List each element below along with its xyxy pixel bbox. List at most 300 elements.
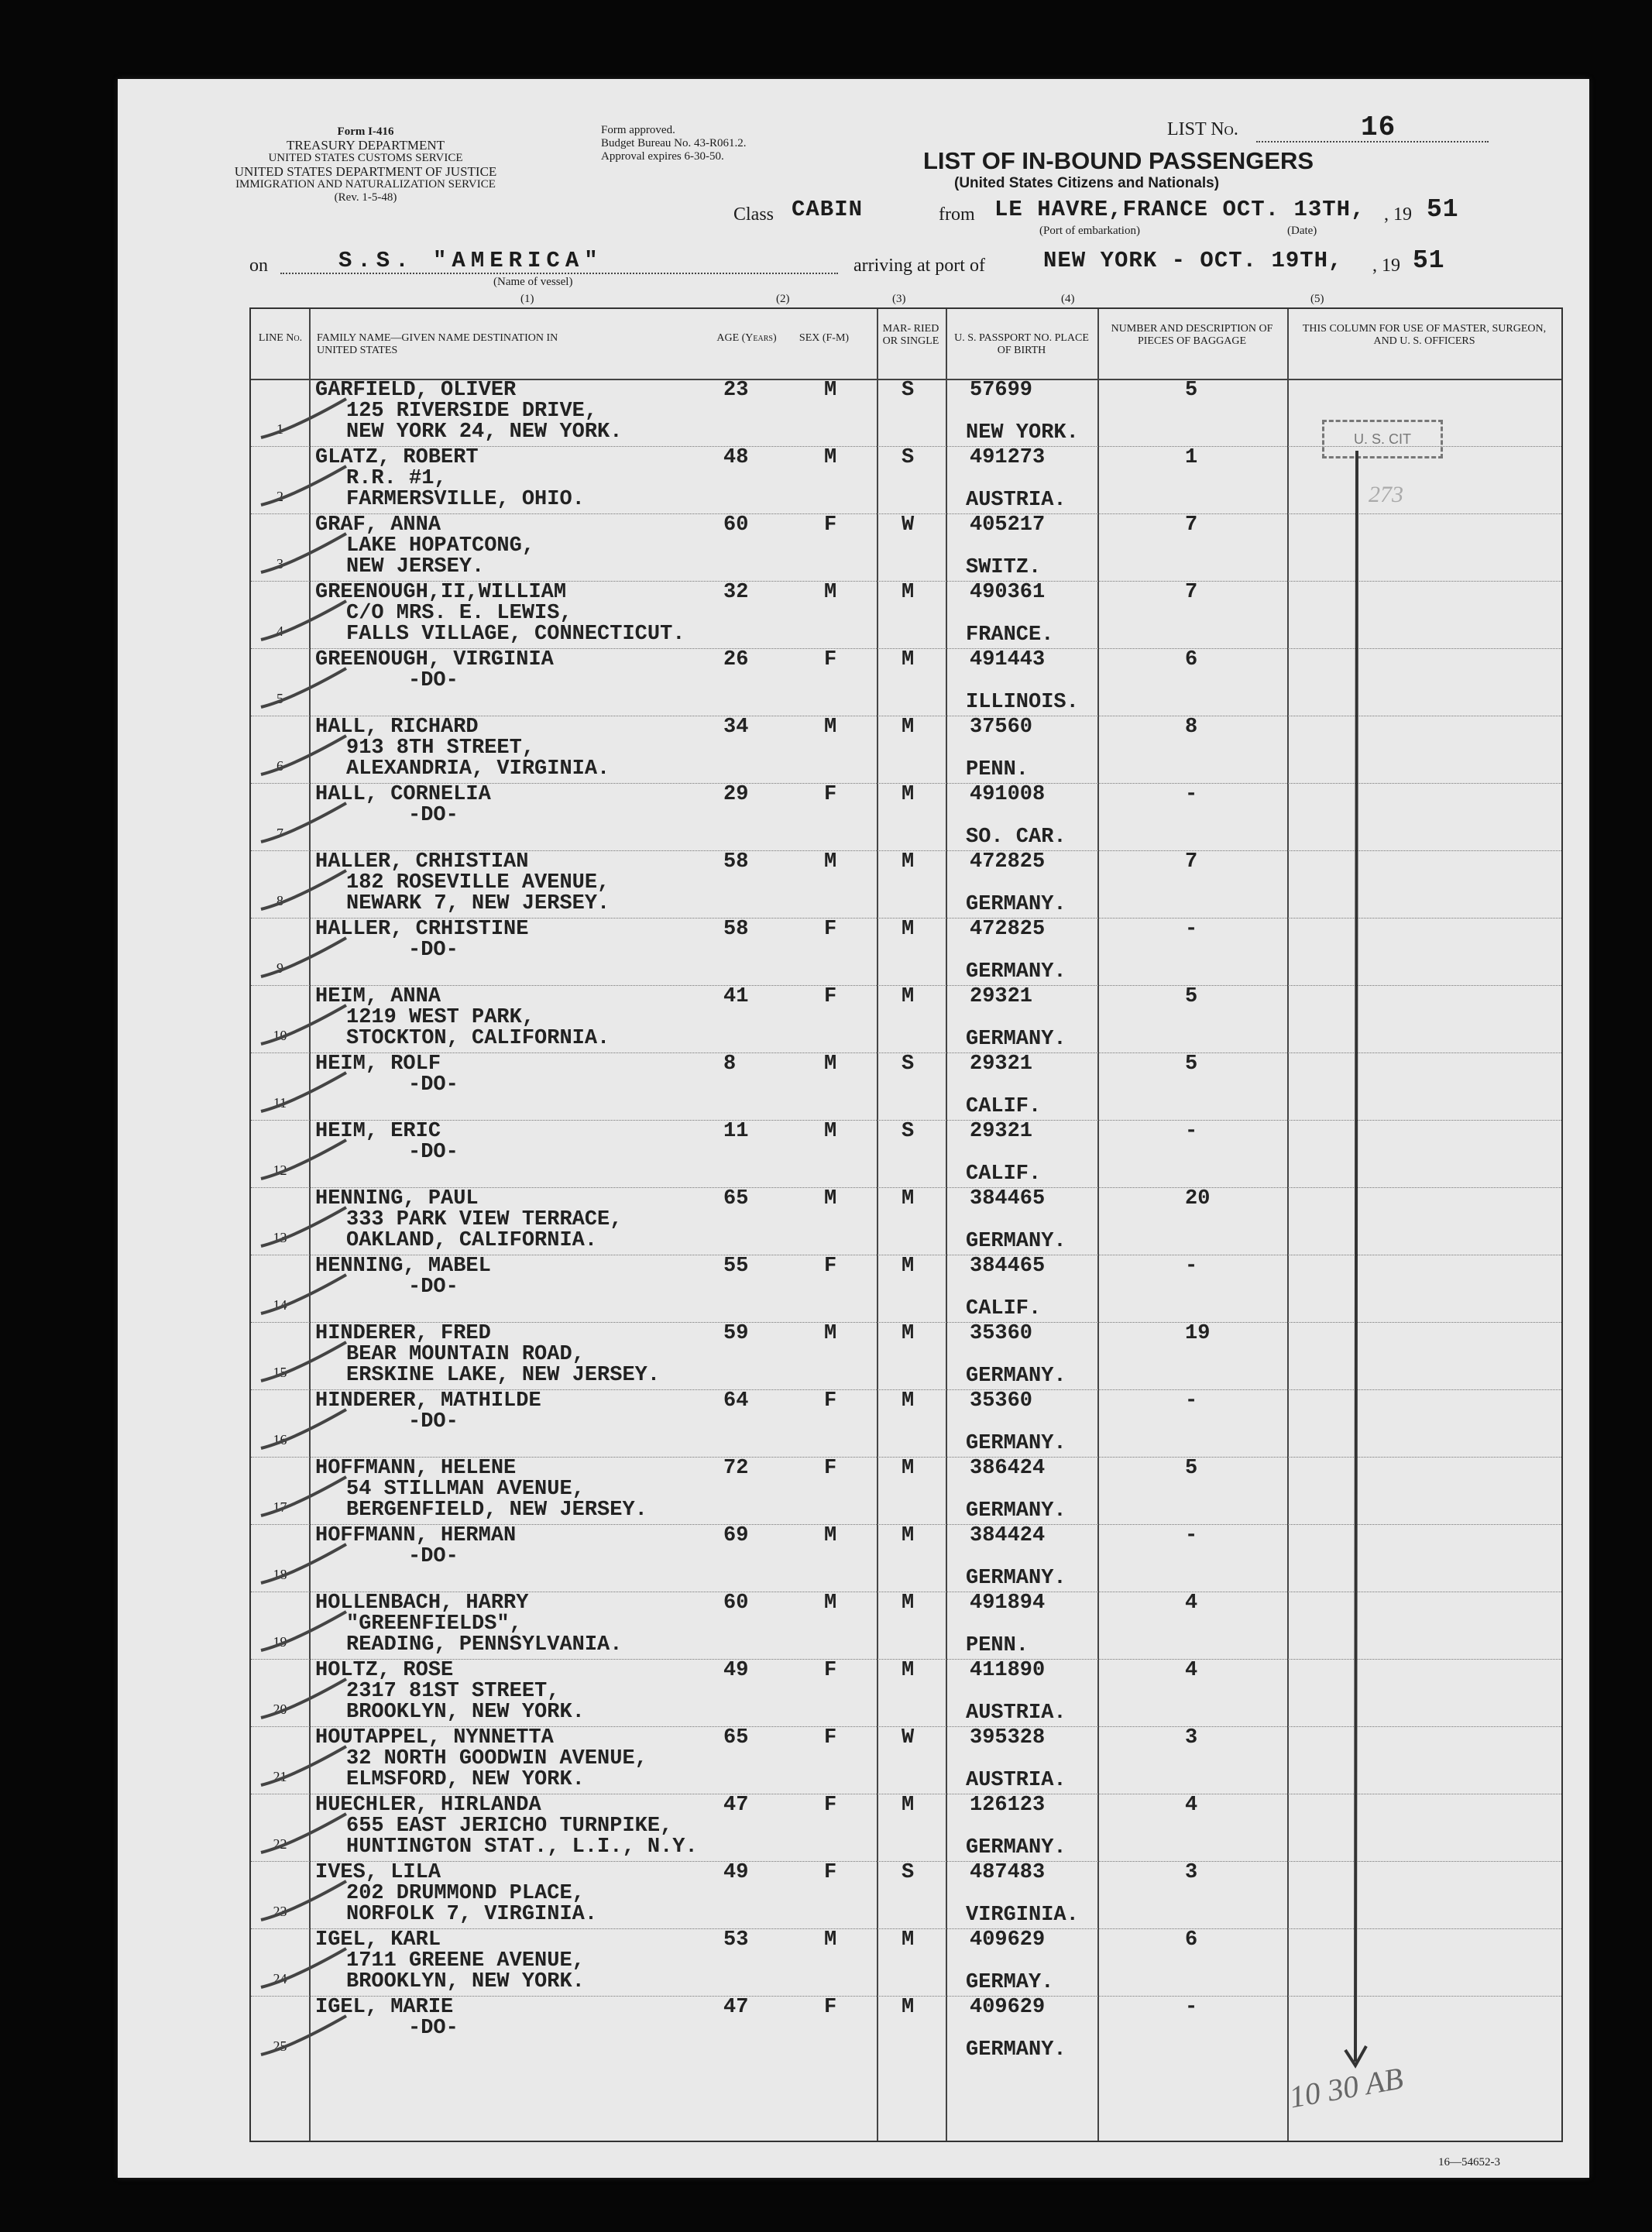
passenger-marital: M [902,1928,915,1952]
passenger-sex: M [824,1592,837,1615]
passport-number: 35360 [970,1389,1033,1413]
check-mark [261,803,346,842]
passenger-sex: M [824,850,837,874]
destination-line: 32 NORTH GOODWIN AVENUE, [346,1747,647,1770]
passenger-marital: M [902,1255,915,1278]
destination-line: -DO- [408,1410,459,1434]
from-label: from [939,204,975,225]
destination-line: HUNTINGTON STAT., L.I., N.Y. [346,1835,698,1859]
passport-number: 491008 [970,783,1046,806]
passenger-name: GREENOUGH,II,WILLIAM [315,581,567,604]
place-of-birth: SO. CAR. [966,826,1066,849]
passport-number: 384465 [970,1255,1046,1278]
line-number: 21 [273,1769,287,1784]
list-no-value: 16 [1361,112,1396,143]
passenger-marital: M [902,716,915,739]
passenger-name: HOFFMANN, HELENE [315,1457,517,1480]
destination-line: BROOKLYN, NEW YORK. [346,1701,585,1724]
passport-number: 57699 [970,379,1033,402]
passenger-sex: F [824,1726,837,1750]
place-of-birth: GERMAY. [966,1971,1054,1994]
destination-line: BROOKLYN, NEW YORK. [346,1970,585,1993]
destination-line: -DO- [408,939,459,962]
baggage-count: 7 [1185,581,1198,604]
passenger-sex: M [824,379,837,402]
check-mark [261,1207,346,1246]
destination-line: "GREENFIELDS", [346,1612,522,1636]
passport-number: 29321 [970,1052,1033,1076]
passenger-age: 65 [723,1726,749,1750]
port-caption: (Port of embarkation) [1039,225,1140,237]
col-head-passport: U. S. PASSPORT NO. PLACE OF BIRTH [954,332,1089,356]
baggage-count: 6 [1185,648,1198,671]
line-number: 3 [276,556,283,572]
line-number: 13 [273,1230,287,1245]
place-of-birth: ILLINOIS. [966,691,1079,714]
class-label: Class [733,204,774,225]
officer-check-line [1345,451,1366,2065]
passport-number: 384465 [970,1187,1046,1210]
passport-number: 472825 [970,850,1046,874]
destination-line: -DO- [408,1141,459,1164]
baggage-count: 20 [1185,1187,1211,1210]
arr-year-label: , 19 [1372,256,1400,276]
passport-number: 35360 [970,1322,1033,1345]
baggage-count: 4 [1185,1794,1198,1817]
passenger-marital: M [902,1659,915,1682]
line-number: 15 [273,1365,287,1380]
passport-number: 386424 [970,1457,1046,1480]
check-mark [261,938,346,977]
passenger-name: HOLTZ, ROSE [315,1659,454,1682]
place-of-birth: AUSTRIA. [966,1769,1066,1792]
destination-line: LAKE HOPATCONG, [346,534,535,558]
line-number: 10 [273,1028,287,1043]
destination-line: 913 8TH STREET, [346,737,535,760]
passenger-age: 41 [723,985,749,1008]
line-number: 17 [273,1499,287,1515]
place-of-birth: CALIF. [966,1095,1042,1118]
col-number: (5) [1310,293,1324,305]
passenger-name: GARFIELD, OLIVER [315,379,517,402]
place-of-birth: GERMANY. [966,960,1066,984]
passenger-marital: M [902,985,915,1008]
passenger-sex: F [824,918,837,941]
passport-number: 487483 [970,1861,1046,1884]
check-mark [261,1544,346,1583]
line-number: 16 [273,1432,287,1447]
baggage-count: - [1185,1996,1198,2019]
baggage-count: - [1185,783,1198,806]
col-head-line: LINE No. [258,332,303,344]
passenger-marital: S [902,446,915,469]
col-head-sex: SEX (F-M) [799,332,850,344]
from-year-value: 51 [1427,195,1459,224]
check-mark [261,534,346,572]
baggage-count: 5 [1185,985,1198,1008]
passenger-name: HALLER, CRHISTIAN [315,850,529,874]
passenger-age: 65 [723,1187,749,1210]
passenger-marital: M [902,1187,915,1210]
check-mark [261,1073,346,1111]
place-of-birth: AUSTRIA. [966,489,1066,512]
check-mark [261,736,346,774]
destination-line: -DO- [408,2017,459,2040]
destination-line: R.R. #1, [346,467,447,490]
on-label: on [249,256,268,276]
check-mark [261,466,346,505]
baggage-count: - [1185,1524,1198,1547]
passenger-sex: M [824,1187,837,1210]
destination-line: NEW JERSEY. [346,555,485,579]
place-of-birth: VIRGINIA. [966,1904,1079,1927]
check-mark [261,1410,346,1448]
passport-number: 384424 [970,1524,1046,1547]
col-head-age: AGE (Years) [716,332,777,344]
passenger-name: HALLER, CRHISTINE [315,918,529,941]
passenger-marital: S [902,1052,915,1076]
footer-code: 16—54652-3 [1438,2156,1500,2168]
check-mark [261,2016,346,2055]
passenger-sex: F [824,1457,837,1480]
destination-line: NORFOLK 7, VIRGINIA. [346,1903,598,1926]
check-mark [261,1342,346,1381]
passport-number: 411890 [970,1659,1046,1682]
destination-line: 125 RIVERSIDE DRIVE, [346,400,598,423]
passenger-age: 29 [723,783,749,806]
passport-number: 405217 [970,513,1046,537]
passport-number: 126123 [970,1794,1046,1817]
destination-line: 182 ROSEVILLE AVENUE, [346,871,610,895]
passenger-name: HEIM, ROLF [315,1052,441,1076]
passenger-marital: M [902,850,915,874]
col-number: (1) [520,293,534,305]
col-head-name: FAMILY NAME—GIVEN NAME DESTINATION IN UNITED STATES [317,332,558,356]
passport-number: 491894 [970,1592,1046,1615]
list-no-label: LIST No. [1167,119,1238,139]
passenger-marital: S [902,1120,915,1143]
check-mark [261,1005,346,1044]
line-number: 2 [276,489,283,504]
vessel-caption: (Name of vessel) [493,276,573,288]
passenger-name: HOLLENBACH, HARRY [315,1592,529,1615]
place-of-birth: FRANCE. [966,623,1054,647]
form-subtitle: (United States Citizens and Nationals) [954,175,1220,191]
passenger-age: 64 [723,1389,749,1413]
destination-line: -DO- [408,669,459,692]
passenger-sex: M [824,1322,837,1345]
passenger-sex: M [824,1052,837,1076]
class-value: CABIN [792,197,864,222]
line-number: 9 [276,960,283,976]
passenger-name: GLATZ, ROBERT [315,446,479,469]
line-number: 22 [273,1836,287,1852]
passenger-sex: F [824,648,837,671]
destination-line: NEWARK 7, NEW JERSEY. [346,892,610,915]
baggage-count: 5 [1185,1052,1198,1076]
passenger-name: HOUTAPPEL, NYNNETTA [315,1726,554,1750]
passenger-sex: F [824,1659,837,1682]
destination-line: 655 EAST JERICHO TURNPIKE, [346,1815,673,1838]
passenger-marital: M [902,581,915,604]
form-number: Form I-416 [337,125,394,138]
check-mark [261,1275,346,1313]
destination-line: -DO- [408,804,459,827]
destination-line: -DO- [408,1276,459,1299]
baggage-count: 4 [1185,1659,1198,1682]
destination-line: -DO- [408,1545,459,1568]
passenger-sex: F [824,1861,837,1884]
baggage-count: 19 [1185,1322,1211,1345]
passenger-age: 58 [723,918,749,941]
destination-line: BERGENFIELD, NEW JERSEY. [346,1499,647,1522]
passenger-marital: W [902,513,915,537]
passenger-sex: M [824,446,837,469]
handwritten-note: 10 30 AB [1286,2060,1406,2115]
line-number: 5 [276,691,283,706]
check-mark [261,1140,346,1179]
place-of-birth: GERMANY. [966,1432,1066,1455]
passenger-sex: F [824,1996,837,2019]
passenger-age: 58 [723,850,749,874]
place-of-birth: GERMANY. [966,2038,1066,2062]
baggage-count: 5 [1185,1457,1198,1480]
place-of-birth: PENN. [966,758,1029,781]
passenger-sex: M [824,1120,837,1143]
place-of-birth: GERMANY. [966,1499,1066,1523]
passenger-marital: M [902,783,915,806]
arr-year-value: 51 [1413,246,1445,275]
passenger-name: HINDERER, FRED [315,1322,491,1345]
passenger-age: 48 [723,446,749,469]
treasury-dept: TREASURY DEPARTMENT [286,138,445,153]
passenger-name: HUECHLER, HIRLANDA [315,1794,541,1817]
place-of-birth: AUSTRIA. [966,1701,1066,1725]
line-number: 4 [276,623,283,639]
manifest-page [118,79,1589,2178]
line-number: 14 [273,1297,287,1313]
baggage-count: 6 [1185,1928,1198,1952]
line-number: 18 [273,1567,287,1582]
passport-number: 409629 [970,1996,1046,2019]
passport-number: 37560 [970,716,1033,739]
baggage-count: 1 [1185,446,1198,469]
col-number: (4) [1061,293,1075,305]
check-mark [261,1746,346,1785]
us-citizen-stamp: U. S. CIT [1322,420,1443,458]
passport-number: 472825 [970,918,1046,941]
passenger-name: HOFFMANN, HERMAN [315,1524,517,1547]
arriving-label: arriving at port of [853,256,985,276]
passenger-name: HENNING, PAUL [315,1187,479,1210]
passenger-name: HEIM, ANNA [315,985,441,1008]
baggage-count: - [1185,918,1198,941]
destination-line: ALEXANDRIA, VIRGINIA. [346,757,610,781]
place-of-birth: NEW YORK. [966,421,1079,445]
check-mark [261,1679,346,1718]
passenger-marital: S [902,1861,915,1884]
check-mark [261,1477,346,1516]
place-of-birth: GERMANY. [966,1567,1066,1590]
place-of-birth: GERMANY. [966,1836,1066,1859]
place-of-birth: CALIF. [966,1162,1042,1186]
ins-service: IMMIGRATION AND NATURALIZATION SERVICE [235,178,496,191]
passenger-age: 26 [723,648,749,671]
passenger-sex: M [824,716,837,739]
destination-line: 54 STILLMAN AVENUE, [346,1478,585,1501]
check-mark [261,870,346,909]
baggage-count: 3 [1185,1726,1198,1750]
line-number: 19 [273,1634,287,1650]
passenger-marital: M [902,1322,915,1345]
place-of-birth: PENN. [966,1634,1029,1657]
baggage-count: 3 [1185,1861,1198,1884]
passenger-age: 59 [723,1322,749,1345]
passenger-sex: F [824,513,837,537]
pencil-note: 273 [1369,482,1403,507]
passport-number: 409629 [970,1928,1046,1952]
passport-number: 491443 [970,648,1046,671]
justice-dept: UNITED STATES DEPARTMENT OF JUSTICE [234,164,497,179]
passenger-name: IVES, LILA [315,1861,441,1884]
check-mark [261,1949,346,1987]
line-number: 24 [273,1971,287,1986]
place-of-birth: GERMANY. [966,893,1066,916]
destination-line: 202 DRUMMOND PLACE, [346,1882,585,1905]
baggage-count: 8 [1185,716,1198,739]
destination-line: READING, PENNSYLVANIA. [346,1633,623,1657]
from-year-label: , 19 [1384,204,1412,225]
destination-line: OAKLAND, CALIFORNIA. [346,1229,598,1252]
destination-line: -DO- [408,1073,459,1097]
line-number: 1 [276,421,283,437]
passenger-age: 11 [723,1120,749,1143]
line-number: 12 [273,1162,287,1178]
passenger-age: 49 [723,1861,749,1884]
destination-line: 2317 81ST STREET, [346,1680,560,1703]
passenger-name: HINDERER, MATHILDE [315,1389,541,1413]
passenger-age: 32 [723,581,749,604]
passenger-age: 53 [723,1928,749,1952]
destination-line: C/O MRS. E. LEWIS, [346,602,572,625]
passenger-sex: F [824,985,837,1008]
baggage-count: 7 [1185,513,1198,537]
approval-line: Form approved. [601,124,675,136]
form-title: LIST OF IN-BOUND PASSENGERS [923,147,1314,174]
destination-line: ELMSFORD, NEW YORK. [346,1768,585,1791]
line-number: 6 [276,758,283,774]
passport-number: 491273 [970,446,1046,469]
passenger-age: 60 [723,1592,749,1615]
passenger-name: HEIM, ERIC [315,1120,441,1143]
date-caption: (Date) [1287,225,1317,237]
passenger-name: HALL, RICHARD [315,716,479,739]
revision: (Rev. 1-5-48) [334,191,397,204]
line-number: 7 [276,826,283,841]
baggage-count: 5 [1185,379,1198,402]
passenger-age: 34 [723,716,749,739]
passenger-sex: M [824,581,837,604]
baggage-count: 7 [1185,850,1198,874]
destination-line: FALLS VILLAGE, CONNECTICUT. [346,623,685,646]
passport-number: 29321 [970,1120,1033,1143]
passenger-age: 47 [723,1996,749,2019]
destination-line: NEW YORK 24, NEW YORK. [346,421,623,444]
passenger-name: HENNING, MABEL [315,1255,491,1278]
col-number: (3) [892,293,906,305]
check-mark [261,1881,346,1920]
line-number: 8 [276,893,283,908]
budget-line: Budget Bureau No. 43-R061.2. [601,137,747,149]
check-mark [261,668,346,707]
baggage-count: - [1185,1255,1198,1278]
passenger-name: IGEL, KARL [315,1928,441,1952]
passenger-marital: M [902,1996,915,2019]
line-number: 20 [273,1701,287,1717]
destination-line: STOCKTON, CALIFORNIA. [346,1027,610,1050]
passenger-marital: M [902,1457,915,1480]
passport-number: 490361 [970,581,1046,604]
col-number: (2) [776,293,790,305]
place-of-birth: CALIF. [966,1297,1042,1320]
passport-number: 29321 [970,985,1033,1008]
check-mark [261,1814,346,1853]
destination-line: ERSKINE LAKE, NEW JERSEY. [346,1364,661,1387]
passenger-age: 55 [723,1255,749,1278]
col-head-officers: THIS COLUMN FOR USE OF MASTER, SURGEON, AND U. S. OFFICERS [1302,323,1547,347]
passenger-sex: F [824,1794,837,1817]
line-number: 11 [273,1095,287,1111]
passenger-marital: M [902,918,915,941]
passenger-sex: M [824,1928,837,1952]
destination-line: FARMERSVILLE, OHIO. [346,488,585,511]
baggage-count: - [1185,1389,1198,1413]
passenger-name: GREENOUGH, VIRGINIA [315,648,554,671]
passenger-marital: M [902,1389,915,1413]
vessel-name: S.S. "AMERICA" [338,248,603,273]
passenger-age: 69 [723,1524,749,1547]
col-head-baggage: NUMBER AND DESCRIPTION OF PIECES OF BAGGAGE [1111,323,1273,347]
destination-line: 1219 WEST PARK, [346,1006,535,1029]
passenger-name: IGEL, MARIE [315,1996,454,2019]
destination-line: 333 PARK VIEW TERRACE, [346,1208,623,1231]
place-of-birth: GERMANY. [966,1028,1066,1051]
check-mark [261,601,346,640]
check-mark [261,399,346,438]
baggage-count: - [1185,1120,1198,1143]
passenger-sex: M [824,1524,837,1547]
destination-line: BEAR MOUNTAIN ROAD, [346,1343,585,1366]
arriving-value: NEW YORK - OCT. 19TH, [1043,248,1343,273]
passenger-age: 49 [723,1659,749,1682]
col-head-married: MAR- RIED OR SINGLE [882,323,939,347]
check-marks-layer [118,79,1589,2178]
passenger-marital: M [902,1592,915,1615]
passenger-name: GRAF, ANNA [315,513,441,537]
passenger-age: 8 [723,1052,737,1076]
passport-number: 395328 [970,1726,1046,1750]
place-of-birth: GERMANY. [966,1365,1066,1388]
check-mark [261,1612,346,1650]
destination-line: 1711 GREENE AVENUE, [346,1949,585,1973]
line-number: 23 [273,1904,287,1919]
passenger-sex: F [824,1255,837,1278]
from-value: LE HAVRE,FRANCE OCT. 13TH, [994,197,1365,222]
customs-service: UNITED STATES CUSTOMS SERVICE [268,152,463,164]
passenger-age: 47 [723,1794,749,1817]
passenger-name: HALL, CORNELIA [315,783,491,806]
line-number: 25 [273,2038,287,2054]
